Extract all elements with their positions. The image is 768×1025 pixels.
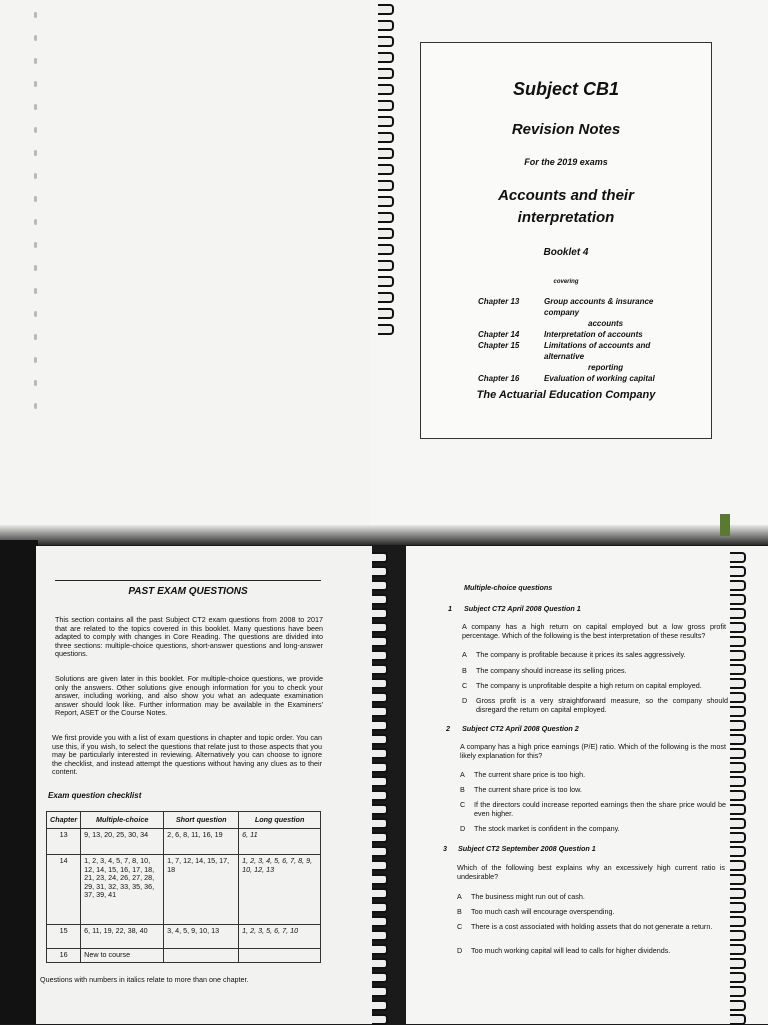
cover-topic-line1: Accounts and their — [498, 187, 634, 204]
cell-short — [164, 949, 239, 962]
punch-hole — [34, 242, 37, 248]
table-row — [47, 829, 321, 855]
page-shadow — [0, 525, 768, 545]
question-source: Subject CT2 April 2008 Question 2 — [462, 724, 579, 733]
option: D Too much working capital will lead to calls for higher dividends. — [457, 946, 671, 955]
spiral-coil — [372, 916, 388, 927]
question-number: 2 — [446, 724, 450, 733]
spiral-coil — [378, 68, 394, 79]
option: B Too much cash will encourage overspending. — [457, 907, 615, 916]
spiral-coil — [372, 692, 388, 703]
spiral-coil — [730, 748, 746, 759]
spiral-coil — [372, 818, 388, 829]
spiral-coil — [730, 790, 746, 801]
cover-topic-line2: interpretation — [517, 209, 615, 226]
cover-chapter-list — [478, 296, 688, 384]
punch-hole — [34, 150, 37, 156]
spiral-coil — [730, 776, 746, 787]
spiral-coil — [730, 678, 746, 689]
spiral-coil — [378, 100, 394, 111]
punch-hole — [34, 173, 37, 179]
spiral-coil — [378, 324, 394, 335]
cover-exams: For the 2019 exams — [524, 157, 608, 167]
cell-long: 1, 2, 3, 4, 5, 6, 7, 8, 9, 10, 12, 13 — [239, 855, 321, 925]
italics-note: Questions with numbers in italics relate to more than one chapter. — [40, 975, 249, 984]
cell-chapter: 15 — [47, 925, 81, 949]
column-header: Short question — [164, 812, 239, 829]
exam-checklist-table — [46, 811, 321, 963]
cell-short: 1, 7, 12, 14, 15, 17, 18 — [164, 855, 239, 925]
question-text: Which of the following best explains why an excessively high current ratio is undesirable? — [457, 863, 725, 881]
spiral-coil — [378, 164, 394, 175]
spiral-coil — [730, 608, 746, 619]
cover-publisher: The Actuarial Education Company — [476, 389, 656, 401]
table-header-row — [47, 812, 321, 829]
spiral-coil — [378, 148, 394, 159]
cell-long: 6, 11 — [239, 829, 321, 855]
punch-hole — [34, 265, 37, 271]
punch-hole — [34, 81, 37, 87]
spiral-coil — [372, 706, 388, 717]
table-row — [47, 855, 321, 925]
spiral-coil — [372, 930, 388, 941]
spiral-coil — [730, 972, 746, 983]
spiral-coil — [372, 762, 388, 773]
option: B The current share price is too low. — [460, 785, 582, 794]
spiral-coil — [730, 902, 746, 913]
spiral-coil — [730, 986, 746, 997]
punch-hole — [34, 58, 37, 64]
spiral-coil — [730, 622, 746, 633]
punch-hole — [34, 35, 37, 41]
spiral-coil — [378, 244, 394, 255]
question-number: 3 — [443, 844, 447, 853]
spiral-coil — [378, 228, 394, 239]
spiral-coil — [378, 260, 394, 271]
option: D The stock market is confident in the company. — [460, 824, 620, 833]
spiral-coil — [730, 944, 746, 955]
cell-mc: 1, 2, 3, 4, 5, 7, 8, 10, 12, 14, 15, 16, 17, 18, 21, 23, 24, 26, 27, 28, 29, 31, 32, 33, 35, 36, 37, 39, 41 — [81, 855, 164, 925]
checklist-paragraph: We first provide you with a list of exam questions in chapter and topic order. You can use this, if you wish, to select the questions that relate just to those aspects that you may be particularly interested in reviewing. Alternatively you can choose to ignore the checklist, and instead attempt the questions without having any clues as to their content. — [52, 733, 322, 777]
cell-mc: 6, 11, 19, 22, 38, 40 — [81, 925, 164, 949]
option: C If the directors could increase reported earnings then the share price would be even higher. — [460, 800, 726, 818]
column-header: Multiple-choice — [81, 812, 164, 829]
mcq-heading: Multiple-choice questions — [464, 583, 553, 592]
spiral-coil — [378, 36, 394, 47]
cover-booklet: Booklet 4 — [543, 247, 589, 258]
spiral-coil — [730, 916, 746, 927]
question-text: A company has a high price earnings (P/E) ratio. Which of the following is the most likely explanation for this? — [460, 742, 726, 760]
question-source: Subject CT2 April 2008 Question 1 — [464, 604, 581, 613]
spiral-coil — [372, 888, 388, 899]
spiral-coil — [372, 734, 388, 745]
cover-chapter-item: Chapter 14 Interpretation of accounts — [478, 330, 643, 339]
spiral-coil — [372, 622, 388, 633]
spiral-coil — [378, 20, 394, 31]
intro-paragraph: This section contains all the past Subject CT2 exam questions from 2008 to 2017 that are related to the topics covered in this booklet. Many questions have been adapted to comply with changes in Core Reading. The questions are divided into three sections: multiple-choice questions, short-answer questions and long-answer questions. — [55, 615, 323, 659]
spiral-coil — [372, 958, 388, 969]
spiral-binding-middle — [372, 548, 390, 1024]
cell-short: 2, 6, 8, 11, 16, 19 — [164, 829, 239, 855]
column-header: Long question — [239, 812, 321, 829]
punch-hole — [34, 403, 37, 409]
spiral-coil — [372, 552, 388, 563]
option: B The company should increase its selling prices. — [462, 666, 627, 675]
spiral-coil — [730, 804, 746, 815]
column-header: Chapter — [47, 812, 81, 829]
spiral-coil — [730, 706, 746, 717]
spiral-coil — [372, 664, 388, 675]
punch-hole — [34, 288, 37, 294]
cover-chapter-item: Chapter 13 Group accounts & insurance company — [478, 297, 654, 317]
spiral-coil — [372, 902, 388, 913]
cover-chapter-cont: reporting — [588, 363, 624, 372]
cover-covering: covering — [553, 279, 579, 285]
spiral-coil — [378, 4, 394, 15]
spiral-coil — [378, 180, 394, 191]
spiral-coil — [372, 860, 388, 871]
spiral-coil — [372, 944, 388, 955]
question-source: Subject CT2 September 2008 Question 1 — [458, 844, 596, 853]
cell-chapter: 13 — [47, 829, 81, 855]
spiral-coil — [372, 874, 388, 885]
spiral-coil — [730, 720, 746, 731]
question-number: 1 — [448, 604, 452, 613]
question-text: A company has a high return on capital employed but a low gross profit percentage. Which of the following is the best interpretation of these results? — [462, 622, 726, 640]
spiral-coil — [372, 580, 388, 591]
spiral-coil — [730, 734, 746, 745]
cover-chapter-item: Chapter 15 Limitations of accounts and alternative — [478, 341, 651, 361]
spiral-coil — [730, 552, 746, 563]
solutions-paragraph: Solutions are given later in this booklet. For multiple-choice questions, we provide only the answers. Other solutions give enough information for you to check your answer, including working, and also show you what an adequate examination answer should look like. Further information may be available in the Examiners' Report, ASET or the Course Notes. — [55, 674, 323, 718]
option: A The current share price is too high. — [460, 770, 586, 779]
cell-short: 3, 4, 5, 9, 10, 13 — [164, 925, 239, 949]
option: A The business might run out of cash. — [457, 892, 585, 901]
spiral-coil — [730, 958, 746, 969]
spiral-coil — [372, 832, 388, 843]
spiral-coil — [372, 846, 388, 857]
cell-mc: New to course — [81, 949, 164, 962]
spiral-coil — [378, 196, 394, 207]
punch-hole — [34, 311, 37, 317]
spiral-coil — [730, 874, 746, 885]
spiral-coil — [372, 608, 388, 619]
cell-long: 1, 2, 3, 5, 6, 7, 10 — [239, 925, 321, 949]
cell-chapter: 14 — [47, 855, 81, 925]
cover-chapter-cont: accounts — [588, 319, 624, 328]
spiral-coil — [372, 776, 388, 787]
scanner-logo — [720, 514, 730, 536]
spiral-coil — [730, 818, 746, 829]
spiral-coil — [372, 566, 388, 577]
punch-hole — [34, 357, 37, 363]
cover-title: Revision Notes — [511, 121, 621, 138]
option: C The company is unprofitable despite a high return on capital employed. — [462, 681, 702, 690]
spiral-coil — [730, 1014, 746, 1025]
option: A The company is profitable because it prices its sales aggressively. — [462, 650, 686, 659]
punch-hole — [34, 219, 37, 225]
spiral-coil — [372, 650, 388, 661]
spiral-coil — [372, 748, 388, 759]
spiral-coil — [730, 664, 746, 675]
punch-hole — [34, 127, 37, 133]
past-exam-heading: PAST EXAM QUESTIONS — [128, 586, 248, 597]
spiral-coil — [730, 594, 746, 605]
spiral-coil — [730, 846, 746, 857]
spiral-coil — [378, 308, 394, 319]
spiral-coil — [372, 986, 388, 997]
spiral-coil — [378, 52, 394, 63]
option: C There is a cost associated with holding assets that do not generate a return. — [457, 922, 713, 931]
punch-hole — [34, 334, 37, 340]
spiral-coil — [730, 692, 746, 703]
spiral-coil — [372, 790, 388, 801]
spiral-coil — [372, 972, 388, 983]
cell-mc: 9, 13, 20, 25, 30, 34 — [81, 829, 164, 855]
heading-rule — [55, 580, 321, 581]
punch-hole — [34, 104, 37, 110]
spiral-binding-top — [378, 0, 396, 340]
spiral-coil — [730, 566, 746, 577]
spiral-coil — [730, 636, 746, 647]
cell-chapter: 16 — [47, 949, 81, 962]
option: D Gross profit is a very straightforward measure, so the company should disregard the return on capital employed. — [462, 696, 728, 714]
left-blank-page — [0, 0, 380, 540]
spiral-coil — [378, 84, 394, 95]
spiral-coil — [372, 636, 388, 647]
checklist-title: Exam question checklist — [48, 791, 142, 800]
table-row — [47, 925, 321, 949]
spiral-coil — [372, 1000, 388, 1011]
spiral-coil — [730, 1000, 746, 1011]
spiral-coil — [378, 212, 394, 223]
spiral-coil — [730, 762, 746, 773]
spiral-coil — [730, 580, 746, 591]
spiral-coil — [730, 650, 746, 661]
spiral-coil — [378, 132, 394, 143]
dark-edge — [0, 540, 38, 1024]
spiral-coil — [730, 860, 746, 871]
cell-long — [239, 949, 321, 962]
spiral-coil — [730, 930, 746, 941]
cover-subject: Subject CB1 — [512, 79, 620, 99]
spiral-coil — [372, 594, 388, 605]
spiral-coil — [730, 888, 746, 899]
spiral-coil — [378, 292, 394, 303]
spiral-coil — [378, 276, 394, 287]
punch-hole — [34, 196, 37, 202]
table-row — [47, 949, 321, 962]
spiral-coil — [372, 678, 388, 689]
spiral-coil — [378, 116, 394, 127]
cover-chapter-item: Chapter 16 Evaluation of working capital — [478, 374, 655, 383]
spiral-coil — [372, 1014, 388, 1025]
spiral-coil — [372, 804, 388, 815]
punch-hole — [34, 380, 37, 386]
spiral-binding-right — [730, 548, 748, 1024]
punch-hole — [34, 12, 37, 18]
spiral-coil — [372, 720, 388, 731]
spiral-coil — [730, 832, 746, 843]
